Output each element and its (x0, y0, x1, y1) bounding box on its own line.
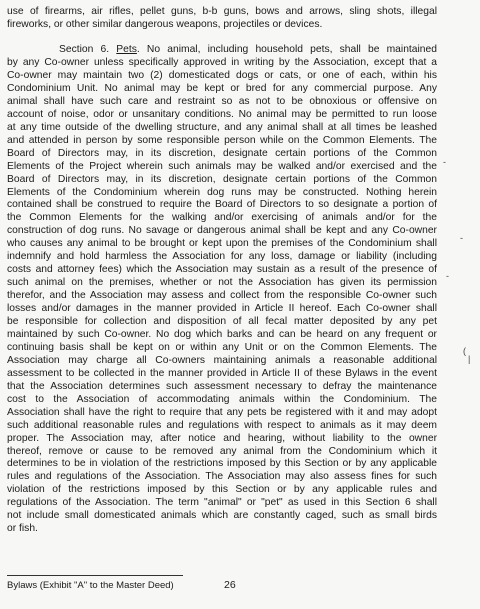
text-line: contained shall be construed to require the Board of Directors to so designate a portion of (7, 199, 437, 211)
text-line: maintained by such Co-owner. No dog which barks and can be heard on any frequent or (7, 328, 437, 340)
margin-mark: - (443, 157, 446, 167)
text-line: such animal on the premises, whether or not the Association has given its permission (7, 277, 437, 289)
text-line: determines to be in violation of the restrictions imposed by this Section or by any applicable (7, 458, 437, 470)
text-line: cost to the Association of accommodating animals within the Condominium. The (7, 393, 437, 405)
text-line: at any time outside of the dwelling structure, and any animal shall at all times be leashed (7, 121, 437, 133)
section-label: Section 6. (59, 44, 110, 55)
margin-mark: ( (463, 346, 466, 356)
text-line: Association shall have the right to require that any pets be registered with it and may adopt (7, 406, 437, 418)
text-line: Elements of the Project wherein such animals may be walked and/or exercised and the (7, 160, 437, 172)
text-line: animal shall have such care and restraint so as not to be obnoxious or offensive on (7, 95, 437, 107)
text-line: that the Association determines such assessment necessary to defray the maintenance (7, 380, 437, 392)
margin-mark: | (468, 354, 471, 364)
text-line: indemnify and hold harmless the Association for any loss, damage or liability (including (7, 251, 437, 263)
text-line: be responsible for collection and disposition of all fecal matter deposited by any pet (7, 316, 437, 327)
text-line: proper. The Association may, after notice and hearing, without liability to the owner (7, 432, 437, 444)
text-line: use of firearms, air rifles, pellet guns, b-b guns, bows and arrows, sling shots, illegal (7, 6, 437, 17)
text-line: Board of Directors may, in its discretion, designate certain portions of the Common (7, 147, 437, 159)
section-heading-line (59, 43, 437, 56)
margin-mark: - (460, 233, 463, 243)
text-line: regulations of the Association. The term "animal" or "pet" as used in this Section 6 shall (7, 497, 437, 509)
text-line: continuing basis shall be kept on or within any Unit or on the Common Elements. The (7, 341, 437, 353)
text-line: Co-owner may maintain two (2) domesticated dogs or cats, or one of each, within his (7, 70, 437, 81)
text-line: who causes any animal to be brought or kept upon the premises of the Condominium shall (7, 238, 437, 250)
text-line: thereof, remove or cause to be removed any animal from the Condominium which it (7, 445, 437, 457)
text-line: such additional reasonable rules and regulations with respect to animals as it may deem (7, 419, 437, 431)
text-line: construction of dog runs. No savage or dangerous animal shall be kept and any Co-owner (7, 225, 437, 237)
text-line: Board of Directors may, in its discretion, designate certain portions of the Common (7, 173, 437, 185)
footer-rule (7, 575, 183, 576)
text-line: Association may charge all Co-owners maintaining animals a reasonable additional (7, 354, 437, 366)
text-line: Condominium Unit. No animal may be kept or bred for any commercial purpose. Any (7, 82, 437, 94)
text-line: violation of the restrictions imposed by this Section or by any applicable rules and (7, 484, 437, 496)
text-line: rules and regulations of the Association. The Association may also assess fines for such (7, 471, 437, 483)
section-title: Pets (116, 44, 137, 55)
margin-mark: - (446, 271, 449, 281)
text-line: assessment to be collected in the manner provided in Article II of these Bylaws in the event (7, 367, 437, 379)
text-line: Elements of the Condominium wherein dog runs may be constructed. Nothing herein (7, 186, 437, 198)
footer-text: Bylaws (Exhibit "A" to the Master Deed) (7, 580, 174, 591)
text-line: or fish. (7, 523, 38, 535)
text-line: therefor, and the Association may assess and collect from the responsible Co-owner such (7, 290, 437, 302)
text-line: the Common Elements for the walking and/or exercising of animals and/or for the (7, 212, 437, 224)
page-number: 26 (224, 579, 236, 591)
text-line: not include small domesticated animals which are constantly caged, such as small birds (7, 510, 437, 522)
text-line: costs and attorney fees) which the Association may sustain as a result of the presence of (7, 264, 437, 276)
section-first-line-rest: . No animal, including household pets, shall be maintained (136, 44, 437, 55)
text-line: account of noise, odor or unsanitary conditions. No animal may be permitted to run loose (7, 108, 437, 120)
text-line: losses and/or damages in the manner provided in Article II hereof. Each Co-owner shall (7, 303, 437, 314)
text-line: fireworks, or other similar dangerous weapons, projectiles or devices. (7, 19, 323, 30)
text-line: by any Co-owner unless specifically approved in writing by the Association, except that a (7, 57, 437, 68)
text-line: and attended in person by some responsible person while on the Common Elements. The (7, 134, 437, 146)
